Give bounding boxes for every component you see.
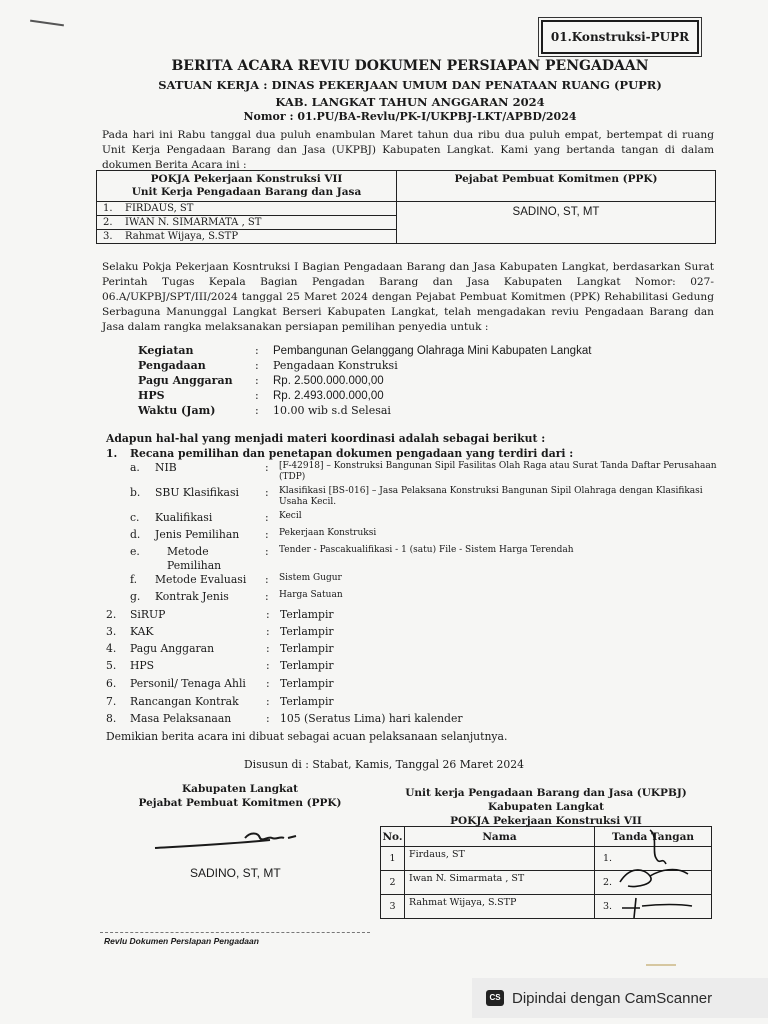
item-6: 6. Personil/ Tenaga Ahli : Terlampir <box>106 677 334 690</box>
camscanner-icon: CS <box>486 990 504 1006</box>
sub-item-kontrak-jenis: g. Kontrak Jenis : Harga Satuan <box>130 590 343 603</box>
sub-item-jenis-pemilihan: d. Jenis Pemilihan : Pekerjaan Konstruksi <box>130 528 377 541</box>
item-8: 8. Masa Pelaksanaan : 105 (Seratus Lima) hari kalender <box>106 712 463 725</box>
table-row: 1 Firdaus, ST 1. <box>381 847 712 871</box>
document-number: Nomor : 01.PU/BA-Revlu/PK-I/UKPBJ-LKT/APBD/2024 <box>243 110 577 123</box>
col-sign: Tanda Tangan <box>595 827 712 847</box>
info-kegiatan: Kegiatan : Pembangunan Gelanggang Olahraga Mini Kabupaten Langkat <box>138 344 592 357</box>
sub-item-metode-pemilihan: e. Metode Pemilihan: Tender - Pascakualifikasi - 1 (satu) File - Sistem Harga Terendah <box>130 545 574 572</box>
pokja-signatures <box>600 826 710 922</box>
col-name: Nama <box>405 827 595 847</box>
info-pagu: Pagu Anggaran : Rp. 2.500.000.000,00 <box>138 374 384 387</box>
scan-mark <box>30 20 64 27</box>
info-waktu: Waktu (Jam) : 10.00 wib s.d Selesai <box>138 404 391 417</box>
ppk-sign-block: Kabupaten Langkat Pejabat Pembuat Komitmen (PPK) <box>138 783 342 809</box>
divider-line <box>100 932 370 933</box>
work-unit: SATUAN KERJA : DINAS PEKERJAAN UMUM DAN PENATAAN RUANG (PUPR) <box>158 78 662 92</box>
item-5: 5. HPS : Terlampir <box>106 659 334 672</box>
item-2: 2. SiRUP : Terlampir <box>106 608 334 621</box>
ppk-header: Pejabat Pembuat Komitmen (PPK) <box>397 171 716 202</box>
item-1: 1. Recana pemilihan dan penetapan dokumen pengadaan yang terdiri dari : <box>106 447 574 460</box>
member-row: 1. FIRDAUS, ST <box>97 202 396 216</box>
info-pengadaan: Pengadaan : Pengadaan Konstruksi <box>138 359 398 372</box>
sub-item-sbu: b. SBU Klasifikasi : Klasifikasi [BS-016] – Jasa Pelaksana Konstruksi Bangunan Sipil Olahraga dengan Klasifikasi Usaha Kecil. <box>130 486 703 507</box>
parties-table <box>96 170 716 244</box>
member-row: 2. IWAN N. SIMARMATA , ST <box>97 216 396 230</box>
document-code-box: 01.Konstruksi-PUPR <box>541 20 699 54</box>
sub-item-metode-evaluasi: f. Metode Evaluasi : Sistem Gugur <box>130 573 342 586</box>
item-4: 4. Pagu Anggaran : Terlampir <box>106 642 334 655</box>
intro-paragraph: Pada hari ini Rabu tanggal dua puluh enambulan Maret tahun dua ribu dua puluh empat, bertempat di ruang Unit Kerja Pengadaan Barang dan Jasa (UKPBJ) Kabupaten Langkat. Kami yang bertanda tangan di dalam dokumen Berita Acara ini : <box>102 129 714 171</box>
body-paragraph: Selaku Pokja Pekerjaan Kosntruksi I Bagian Pengadaan Barang dan Jasa Kabupaten Langkat, berdasarkan Surat Perintah Tugas Kepala Bagian Pengadan Barang dan Jasa Kabupaten Langkat Nomor: 027-06.A/UKPBJ/SPT/III/2024 tanggal 25 Maret 2024 dengan Pejabat Pembuat Komitmen (PPK) Rehabilitasi Gedung Serbaguna Manunggal Langkat Berseri Kabupaten Langkat, telah mengadakan reviu Pengadaan Barang dan Jasa dalam rangka melaksanakan persiapan pemilihan penyedia untuk : <box>102 261 714 333</box>
table-row: 2 Iwan N. Simarmata , ST 2. <box>381 871 712 895</box>
col-no: No. <box>381 827 405 847</box>
closing-text: Demikian berita acara ini dibuat sebagai acuan pelaksanaan selanjutnya. <box>106 730 508 743</box>
place-date: Disusun di : Stabat, Kamis, Tanggal 26 Maret 2024 <box>243 758 525 771</box>
pokja-members <box>97 202 397 244</box>
pokja-header: POKJA Pekerjaan Konstruksi VII Unit Kerja Pengadaan Barang dan Jasa <box>97 171 397 202</box>
document-title: BERITA ACARA REVIU DOKUMEN PERSIAPAN PENGADAAN <box>171 58 649 74</box>
region-year: KAB. LANGKAT TAHUN ANGGARAN 2024 <box>275 95 545 109</box>
item-3: 3. KAK : Terlampir <box>106 625 334 638</box>
ppk-name: SADINO, ST, MT <box>397 202 716 244</box>
sub-item-nib: a. NIB : [F-42918] – Konstruksi Bangunan Sipil Fasilitas Olah Raga atau Surat Tanda Daftar Perusahaan (TDP) <box>130 461 717 482</box>
sub-item-kualifikasi: c. Kualifikasi : Kecil <box>130 511 302 524</box>
camscanner-text: Dipindai dengan CamScanner <box>512 989 713 1007</box>
member-row: 3. Rahmat Wijaya, S.STP <box>103 231 239 242</box>
info-hps: HPS : Rp. 2.493.000.000,00 <box>138 389 384 402</box>
scan-mark <box>646 964 676 966</box>
pokja-sign-block: Unit kerja Pengadaan Barang dan Jasa (UKPBJ) Kabupaten Langkat POKJA Pekerjaan Konstruksi VII <box>405 787 687 827</box>
item-7: 7. Rancangan Kontrak : Terlampir <box>106 695 334 708</box>
table-row: 3 Rahmat Wijaya, S.STP 3. <box>381 895 712 919</box>
materi-intro: Adapun hal-hal yang menjadi materi koordinasi adalah sebagai berikut : <box>106 432 546 445</box>
ppk-signer-name: SADINO, ST, MT <box>190 866 281 880</box>
ppk-signature <box>150 826 310 856</box>
footer-note: Revlu Dokumen Perslapan Pengadaan <box>104 936 259 946</box>
camscanner-watermark <box>472 978 768 1018</box>
